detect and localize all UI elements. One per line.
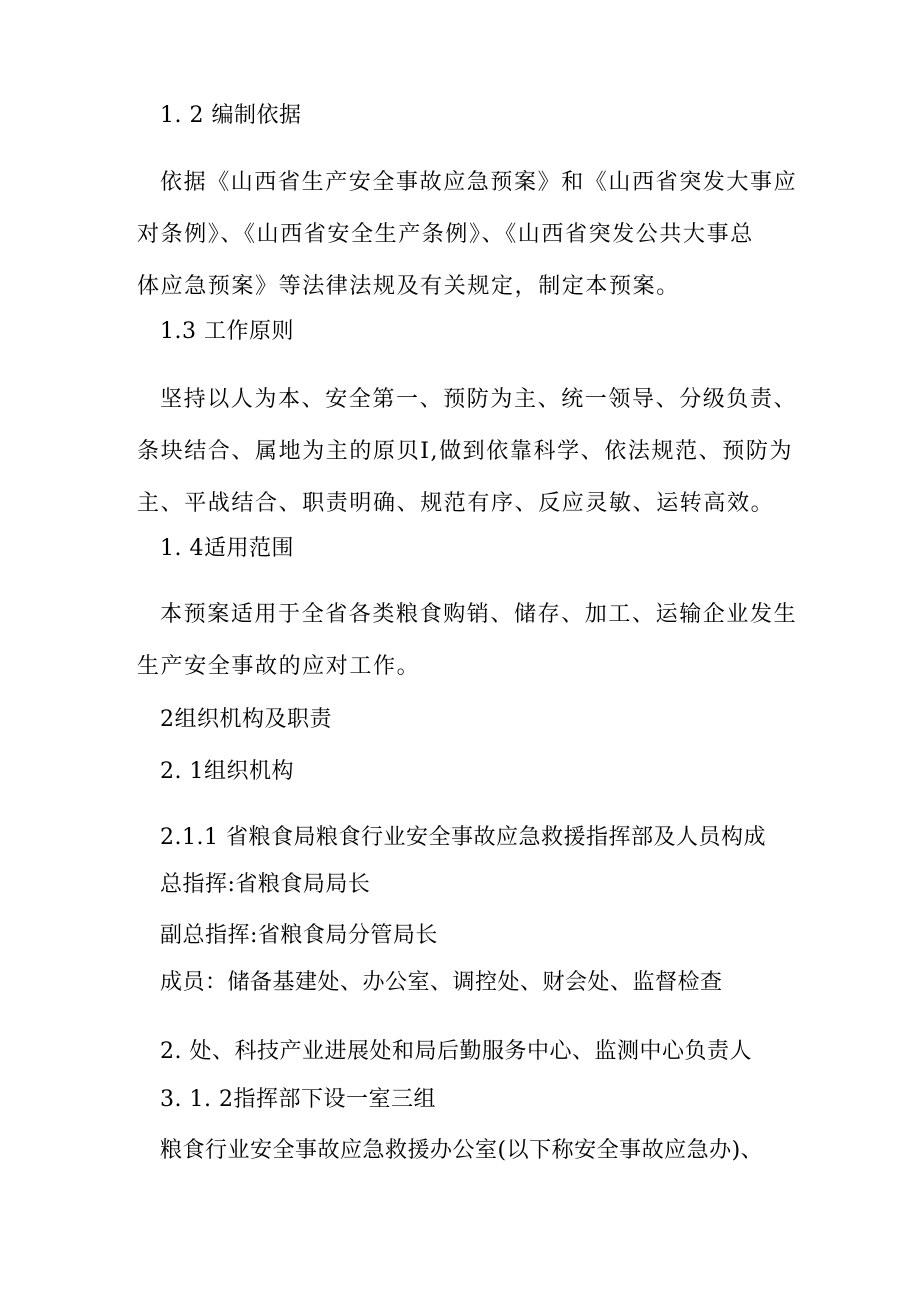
section-heading-1-2: 1. 2 编制依据: [160, 103, 302, 128]
paragraph-scope-line-2: 生产安全事故的应对工作。: [137, 654, 421, 679]
paragraph-chief-commander: 总指挥:省粮食局局长: [160, 872, 371, 897]
paragraph-principle-line-3: 主、平战结合、职责明确、规范有序、反应灵敏、运转高效。: [137, 491, 775, 516]
paragraph-principle-line-2: 条块结合、属地为主的原贝I,做到依靠科学、依法规范、预防为: [137, 439, 794, 464]
paragraph-basis-line-2: 对条例》、《山西省安全生产条例》、《山西省突发公共大事总: [137, 222, 754, 247]
section-heading-2: 2组织机构及职责: [160, 707, 332, 732]
paragraph-scope-line-1: 本预案适用于全省各类粮食购销、储存、加工、运输企业发生: [160, 602, 798, 627]
section-heading-2-1-1: 2.1.1 省粮食局粮食行业安全事故应急救援指挥部及人员构成: [160, 825, 766, 850]
paragraph-basis-line-3: 体应急预案》等法律法规及有关规定，制定本预案。: [137, 274, 680, 299]
paragraph-members: 成员：储备基建处、办公室、调控处、财会处、监督检查: [160, 970, 723, 995]
section-heading-2-1: 2. 1组织机构: [160, 759, 294, 784]
paragraph-basis-line-1: 依据《山西省生产安全事故应急预案》和《山西省突发大事应: [160, 170, 798, 195]
list-item-2: 2. 处、科技产业进展处和局后勤服务中心、监测中心负责人: [160, 1039, 752, 1064]
paragraph-principle-line-1: 坚持以人为本、安全第一、预防为主、统一领导、分级负责、: [160, 387, 798, 412]
paragraph-deputy-commander: 副总指挥:省粮食局分管局长: [160, 923, 438, 948]
list-item-3: 3. 1. 2指挥部下设一室三组: [160, 1087, 436, 1112]
paragraph-office: 粮食行业安全事故应急救援办公室(以下称安全事故应急办)、: [160, 1138, 764, 1163]
section-heading-1-3: 1.3 工作原则: [160, 319, 294, 344]
section-heading-1-4: 1. 4适用范围: [160, 536, 294, 561]
